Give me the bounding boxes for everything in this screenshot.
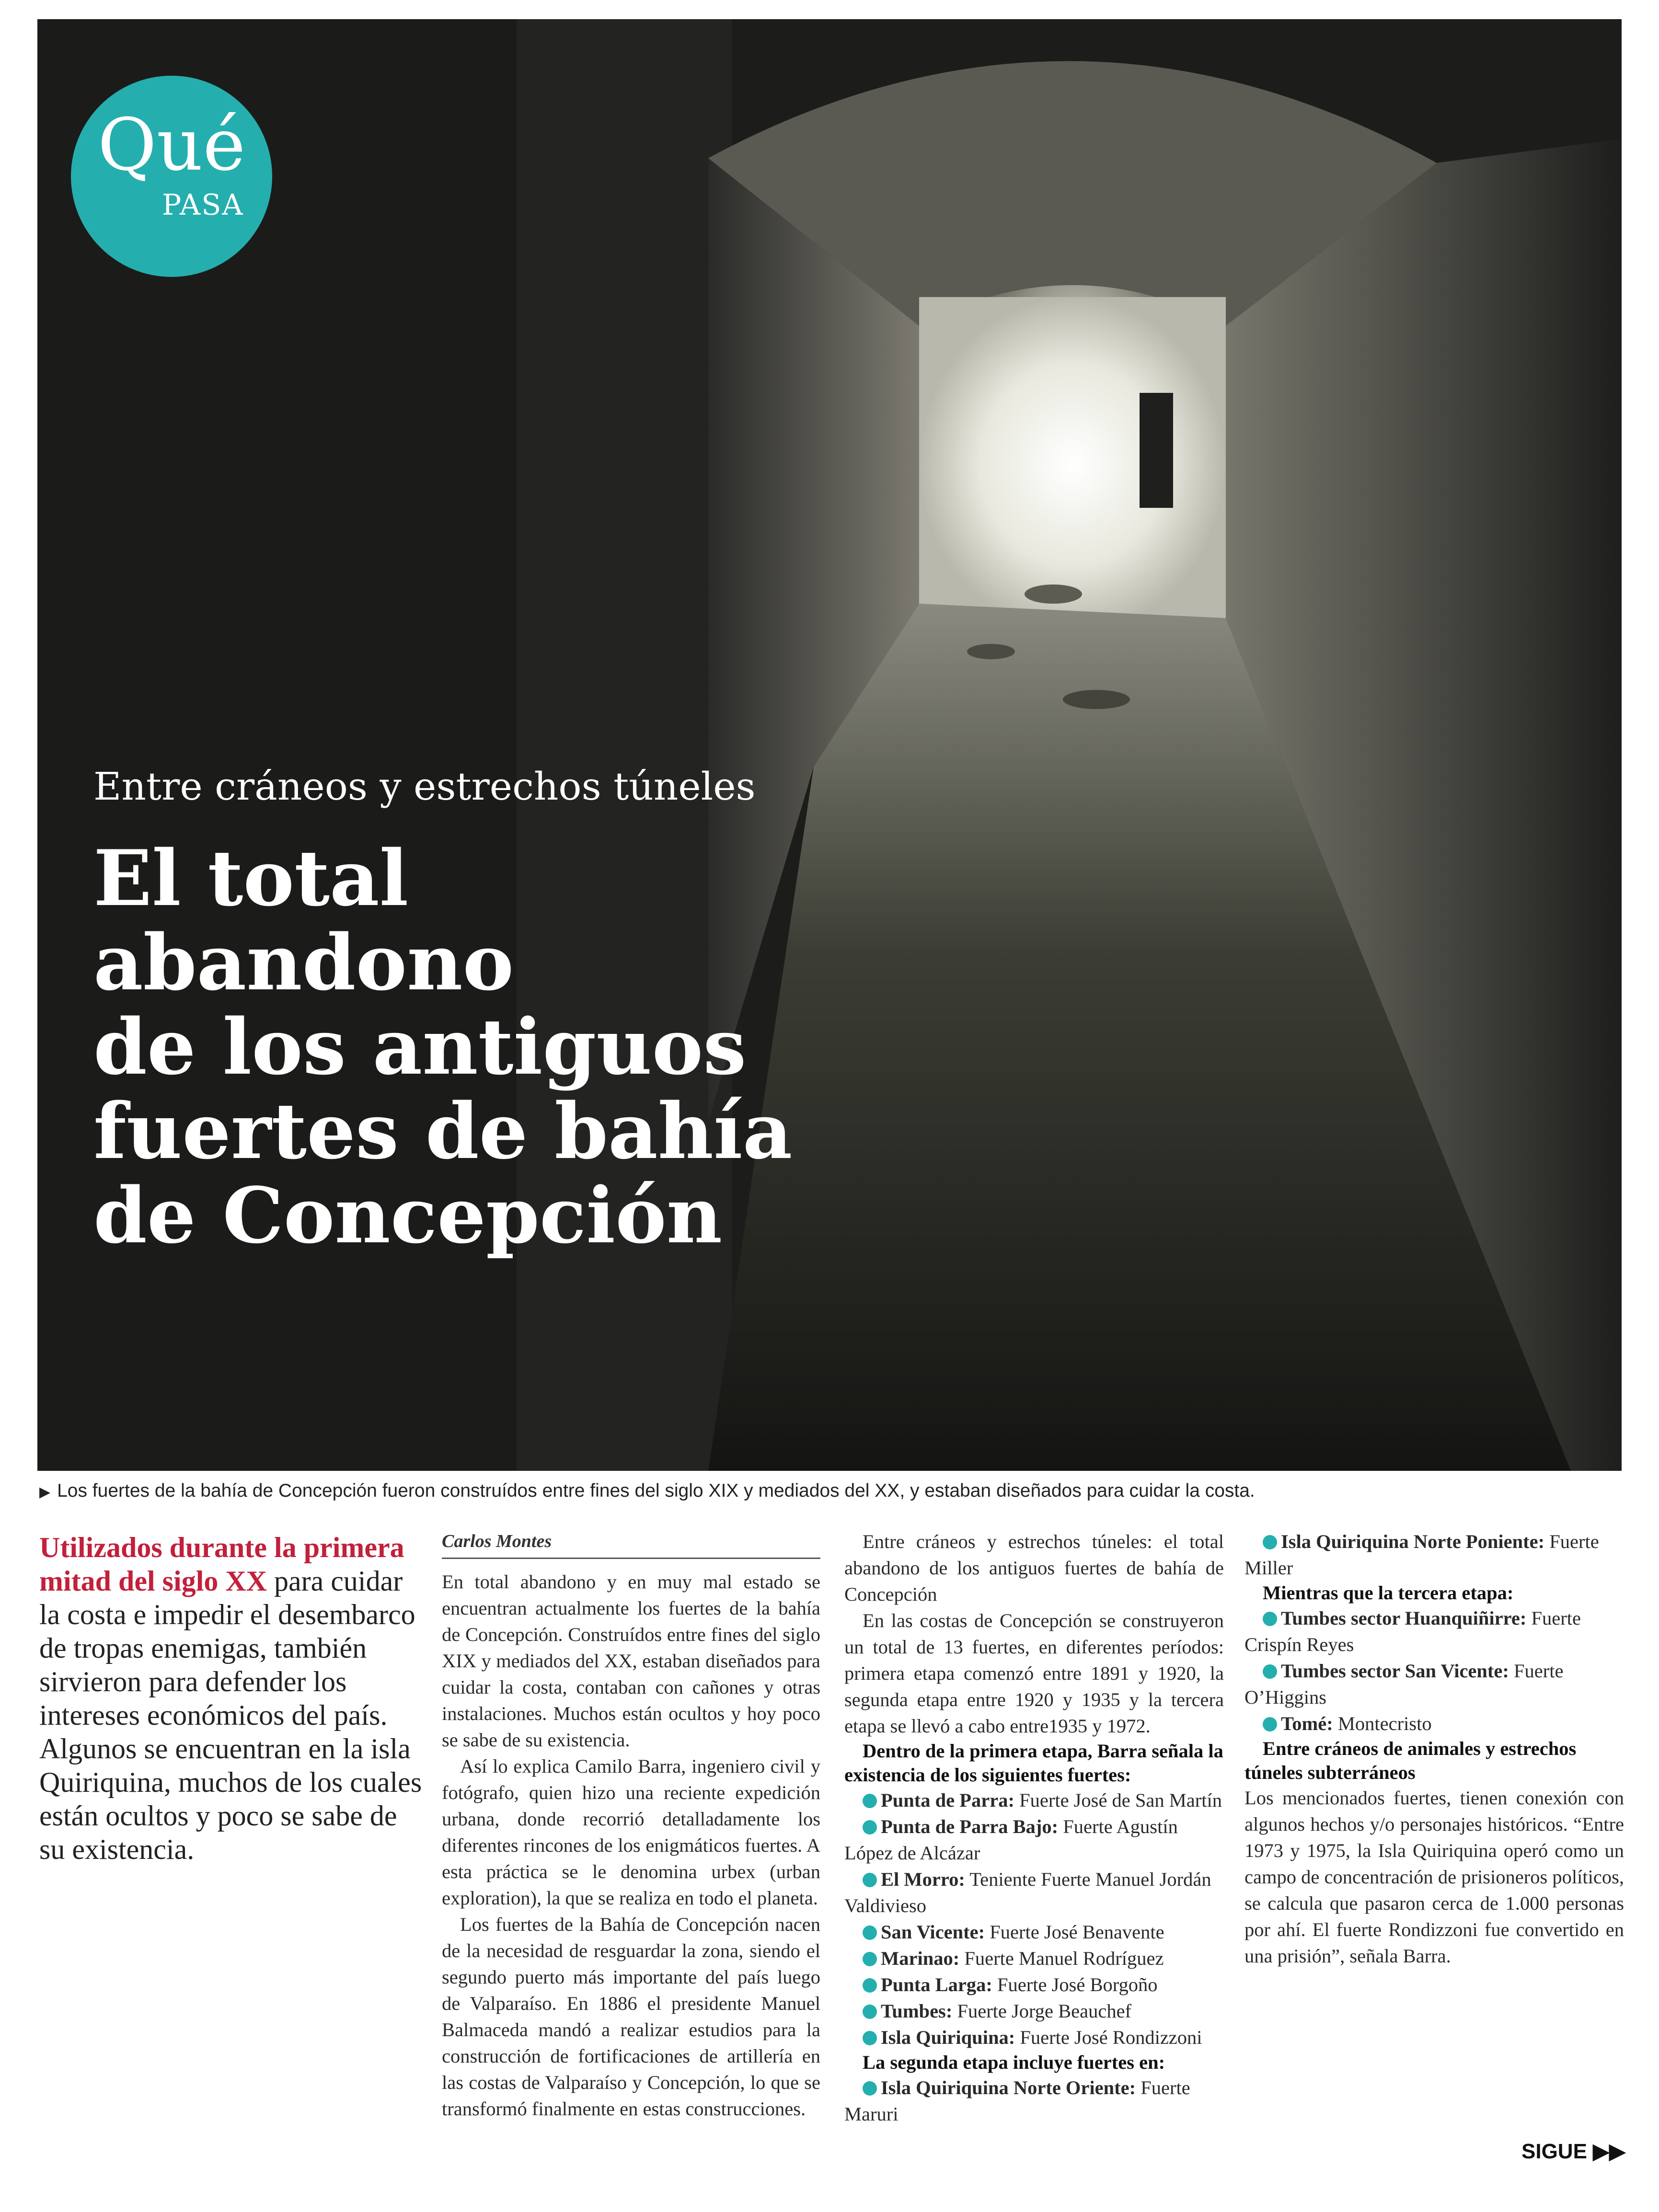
list-item	[1244, 1658, 1624, 1710]
fort-name: Fuerte José de San Martín	[1014, 1789, 1222, 1811]
headline	[93, 833, 812, 1261]
bullet-dot-icon	[863, 1820, 877, 1834]
list-item	[1244, 1710, 1624, 1737]
fort-location: Tumbes sector Huanquiñirre:	[1281, 1607, 1527, 1629]
bullet-dot-icon	[863, 1978, 877, 1993]
fort-name: Fuerte José Rondizzoni	[1015, 2027, 1202, 2048]
kicker: Entre cráneos y estrechos túneles	[93, 764, 756, 809]
bullet-dot-icon	[863, 1925, 877, 1940]
bullet-dot-icon	[863, 1873, 877, 1887]
article-column-2	[844, 1528, 1224, 2127]
headline-line: de Concepción	[93, 1170, 723, 1261]
list-item	[844, 1813, 1224, 1866]
fort-name: Fuerte Crispín Reyes	[1244, 1607, 1581, 1655]
bullet-dot-icon	[1263, 1664, 1277, 1679]
subheading-craneos: Entre cráneos de animales y estrechos túneles subterráneos	[1244, 1738, 1577, 1783]
fort-location: Tomé:	[1281, 1713, 1333, 1734]
body-paragraph: Entre cráneos y estrechos túneles: el total abandono de los antiguos fuertes de bahía de Concepción	[844, 1531, 1224, 1605]
body-paragraph: Así lo explica Camilo Barra, ingeniero civil y fotógrafo, quien hizo una reciente expedición urbana, donde recorrió detalladamente los diferentes rincones de los enigmáticos fuertes. A esta práctica se le denomina urbex (urban exploration), la que se realiza en todo el planeta.	[442, 1755, 820, 1909]
body-paragraph: Los mencionados fuertes, tienen conexión con algunos hechos y/o personajes históricos. “Entre 1973 y 1975, la Isla Quiriquina operó como un campo de concentración de prisioneros políticos, se calcula que pasaron cerca de 1.000 personas por ahí. El fuerte Rondizzoni fue convertido en una prisión”, señala Barra.	[1244, 1787, 1624, 1967]
list-item	[844, 2074, 1224, 2127]
fort-location: Tumbes:	[881, 2000, 953, 2022]
que-pasa-logo	[71, 76, 272, 277]
fort-location: Isla Quiriquina Norte Oriente:	[881, 2077, 1136, 2098]
body-paragraph: En las costas de Concepción se construyeron un total de 13 fuertes, en diferentes períodos: primera etapa comenzó entre 1891 y 1920, la segunda etapa entre 1920 y 1935 y la tercera etapa se llevó a cabo entre1935 y 1972.	[844, 1610, 1224, 1737]
bullet-dot-icon	[863, 1794, 877, 1808]
list-item	[844, 1945, 1224, 1971]
bullet-dot-icon	[863, 2031, 877, 2045]
bullet-dot-icon	[1263, 1612, 1277, 1626]
fort-location: San Vicente:	[881, 1921, 985, 1943]
fort-name: Fuerte Jorge Beauchef	[952, 2000, 1132, 2022]
fort-name: Fuerte Manuel Rodríguez	[959, 1948, 1164, 1969]
fort-location: Isla Quiriquina:	[881, 2027, 1015, 2048]
subheading-tercera-etapa: Mientras que la tercera etapa:	[1263, 1582, 1514, 1604]
photo-caption	[39, 1480, 1255, 1501]
double-arrow-icon: ▶▶	[1593, 2140, 1625, 2163]
fort-name: Fuerte O’Higgins	[1244, 1660, 1564, 1708]
bullet-dot-icon	[863, 2005, 877, 2019]
list-item	[844, 1998, 1224, 2024]
bullet-dot-icon	[1263, 1717, 1277, 1731]
body-paragraph: Los fuertes de la Bahía de Concepción nacen de la necesidad de resguardar la zona, siendo el segundo puerto más importante del país luego de Valparaíso. En 1886 el presidente Manuel Balmaceda mandó a realizar estudios para la construcción de fortificaciones de artillería en las costas de Valparaíso y Concepción, lo que se transformó finalmente en estas construcciones.	[442, 1914, 820, 2120]
sigue-continue-link[interactable]	[1521, 2139, 1625, 2164]
article-column-1	[442, 1528, 820, 2122]
fort-location: Tumbes sector San Vicente:	[1281, 1660, 1509, 1682]
lead-highlight: Utilizados durante la primera mitad del siglo XX	[39, 1532, 404, 1597]
fort-name: Fuerte Maruri	[844, 2077, 1190, 2125]
fort-name: Montecristo	[1333, 1713, 1432, 1734]
subheading-segunda-etapa: La segunda etapa incluye fuertes en:	[863, 2052, 1165, 2073]
body-paragraph: En total abandono y en muy mal estado se encuentran actualmente los fuertes de la bahía de Concepción. Construídos entre fines del siglo XIX y mediados del XX, estaban diseñados para cuidar la costa, contaban con cañones y otras instalaciones. Muchos están ocultos y hoy poco se sabe de su existencia.	[442, 1571, 820, 1751]
bullet-dot-icon	[863, 1952, 877, 1966]
bullet-dot-icon	[1263, 1535, 1277, 1549]
fort-location: Isla Quiriquina Norte Poniente:	[1281, 1531, 1545, 1552]
fort-name: Fuerte José Benavente	[985, 1921, 1164, 1943]
lead-paragraph	[39, 1531, 423, 1866]
logo-pasa: PASA	[162, 188, 244, 222]
fort-location: Punta de Parra:	[881, 1789, 1014, 1811]
fort-name: Fuerte Agustín López de Alcázar	[844, 1816, 1178, 1864]
fort-name: Teniente Fuerte Manuel Jordán Valdivieso	[844, 1868, 1211, 1916]
fort-name: Fuerte Miller	[1244, 1531, 1599, 1579]
fort-location: El Morro:	[881, 1868, 965, 1890]
headline-line: El total abandono	[93, 833, 514, 1008]
list-item	[844, 1866, 1224, 1919]
fort-location: Marinao:	[881, 1948, 960, 1969]
fort-location: Punta Larga:	[881, 1974, 992, 1995]
headline-line: de los antiguos	[93, 1002, 747, 1092]
list-item	[1244, 1605, 1624, 1658]
fort-location: Punta de Parra Bajo:	[881, 1816, 1059, 1837]
lead-text: para cuidar la costa e impedir el desembarco de tropas enemigas, también sirvieron para defender los intereses económicos del país. Algunos se encuentran en la isla Quiriquina, muchos de los cuales están ocultos y poco se sabe de su existencia.	[39, 1565, 422, 1865]
sigue-label: SIGUE	[1521, 2140, 1587, 2163]
caption-text: Los fuertes de la bahía de Concepción fueron construídos entre fines del siglo XIX y mediados del XX, y estaban diseñados para cuidar la costa.	[57, 1480, 1255, 1501]
author-byline: Carlos Montes	[442, 1528, 820, 1559]
logo-que: Qué	[97, 103, 246, 187]
fort-name: Fuerte José Borgoño	[992, 1974, 1158, 1995]
list-item	[844, 2024, 1224, 2051]
list-item	[844, 1787, 1224, 1813]
article-column-3	[1244, 1528, 1624, 1969]
caption-arrow-icon: ▶	[39, 1484, 51, 1500]
bullet-dot-icon	[863, 2081, 877, 2096]
list-item	[1244, 1528, 1624, 1581]
subheading-primera-etapa: Dentro de la primera etapa, Barra señala la existencia de los siguientes fuertes:	[844, 1740, 1223, 1786]
list-item	[844, 1971, 1224, 1998]
headline-line: fuertes de bahía	[93, 1086, 793, 1176]
list-item	[844, 1919, 1224, 1945]
